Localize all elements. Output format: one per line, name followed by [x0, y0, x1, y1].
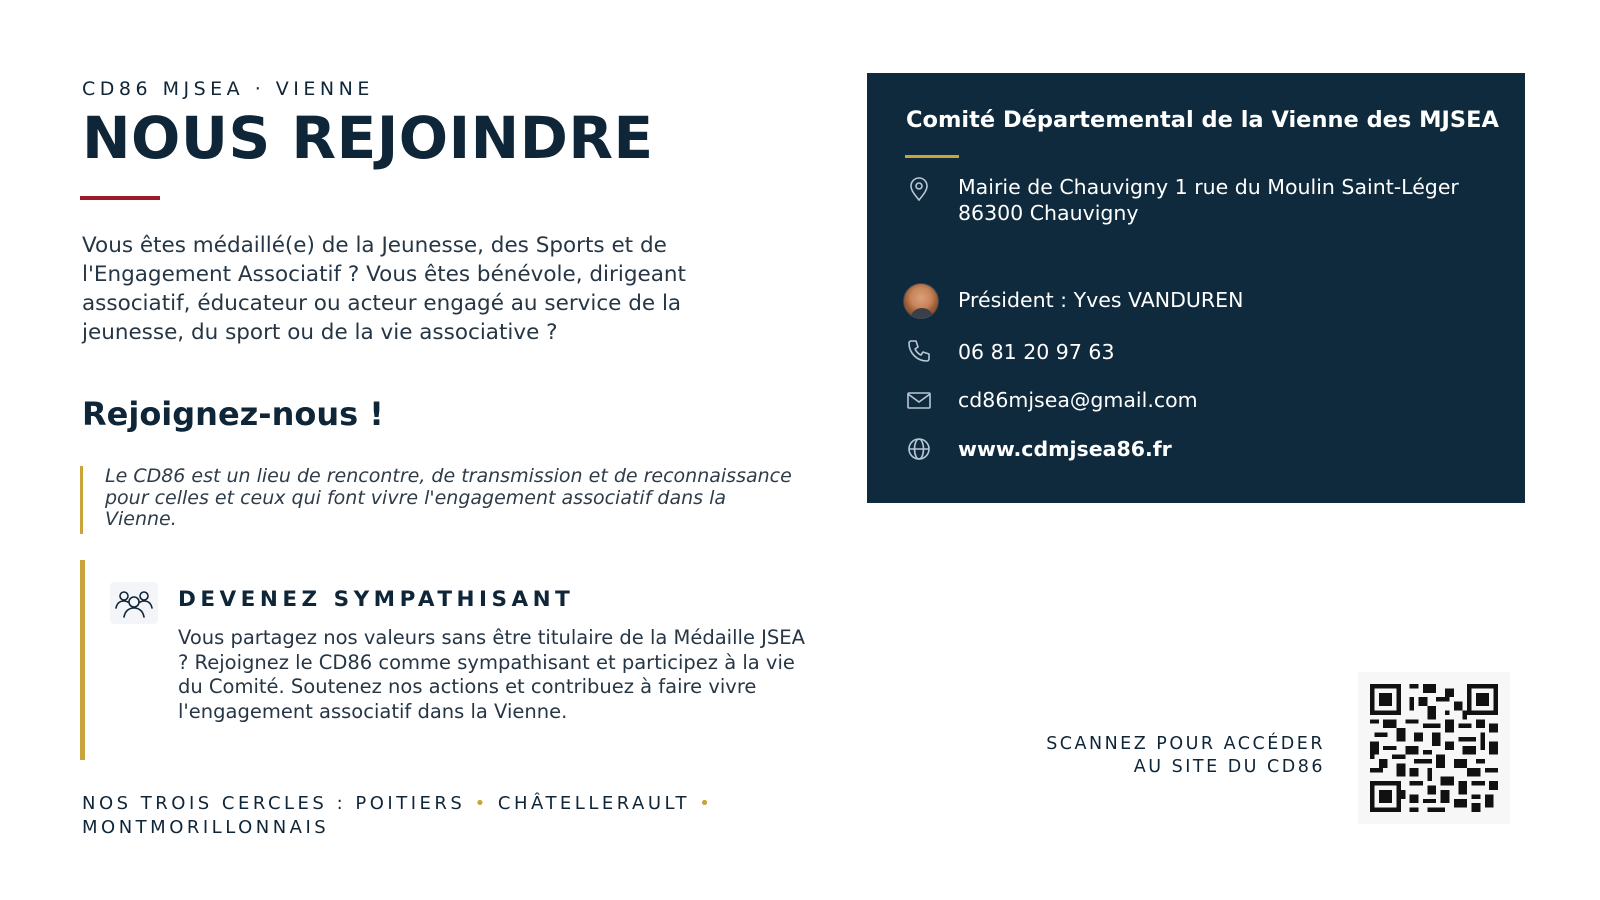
separator-dot: •: [699, 793, 714, 814]
circle-item: POITIERS: [355, 793, 466, 814]
intro-paragraph: Vous êtes médaillé(e) de la Jeunesse, des Sports et de l'Engagement Associatif ? Vous êtes bénévole, dirigeant associatif, éducateur ou acteur engagé au service de la jeunesse, du sport ou de la vie associative ?: [82, 233, 686, 345]
card-title: Comité Départemental de la Vienne des MJSEA: [906, 107, 1499, 133]
website-link[interactable]: www.cdmjsea86.fr: [958, 437, 1172, 461]
quote-block: [80, 466, 800, 534]
qr-code[interactable]: [1358, 672, 1510, 824]
people-group-icon: [110, 582, 158, 624]
address-line-2: 86300 Chauvigny: [958, 201, 1139, 225]
kicker: CD86 MJSEA · VIENNE: [82, 78, 374, 100]
phone-icon: [905, 337, 933, 365]
sympathisant-text: Vous partagez nos valeurs sans être titulaire de la Médaille JSEA ? Rejoignez le CD86 comme sympathisant et participez à la vie du Comité. Soutenez nos actions et contribuez à faire vivre l'engagement associatif dans la Vienne.: [178, 626, 805, 723]
join-heading: Rejoignez-nous !: [82, 395, 384, 433]
scan-line-1: SCANNEZ POUR ACCÉDER: [1046, 734, 1325, 754]
circles-list: [82, 792, 722, 840]
circle-item: CHÂTELLERAULT: [497, 793, 691, 814]
circle-item: MONTMORILLONNAIS: [82, 817, 330, 838]
quote-text: Le CD86 est un lieu de rencontre, de transmission et de reconnaissance pour celles et ceux qui font vivre l'engagement associatif dans la Vienne.: [105, 465, 792, 530]
circles-prefix: NOS TROIS CERCLES :: [82, 793, 356, 814]
qr-code-image: [1370, 684, 1498, 812]
scan-line-2: AU SITE DU CD86: [1133, 757, 1325, 777]
phone-link[interactable]: 06 81 20 97 63: [958, 340, 1115, 364]
address-line-1: Mairie de Chauvigny 1 rue du Moulin Saint-Léger: [958, 175, 1459, 199]
card-title-rule: [905, 155, 959, 158]
president-name: Président : Yves VANDUREN: [958, 288, 1244, 312]
location-pin-icon: [905, 175, 933, 203]
scan-instructions: [1046, 733, 1325, 779]
sympathisant-title: DEVENEZ SYMPATHISANT: [178, 587, 575, 612]
separator-dot: •: [474, 793, 489, 814]
globe-icon: [905, 435, 933, 463]
title-underline: [80, 196, 160, 200]
contact-card: [867, 73, 1525, 503]
page-title: NOUS REJOINDRE: [82, 104, 654, 172]
president-avatar: [903, 283, 939, 319]
mail-icon: [905, 386, 933, 414]
sympathisant-block: [80, 560, 820, 760]
address: [958, 174, 1459, 226]
email-link[interactable]: cd86mjsea@gmail.com: [958, 388, 1198, 412]
